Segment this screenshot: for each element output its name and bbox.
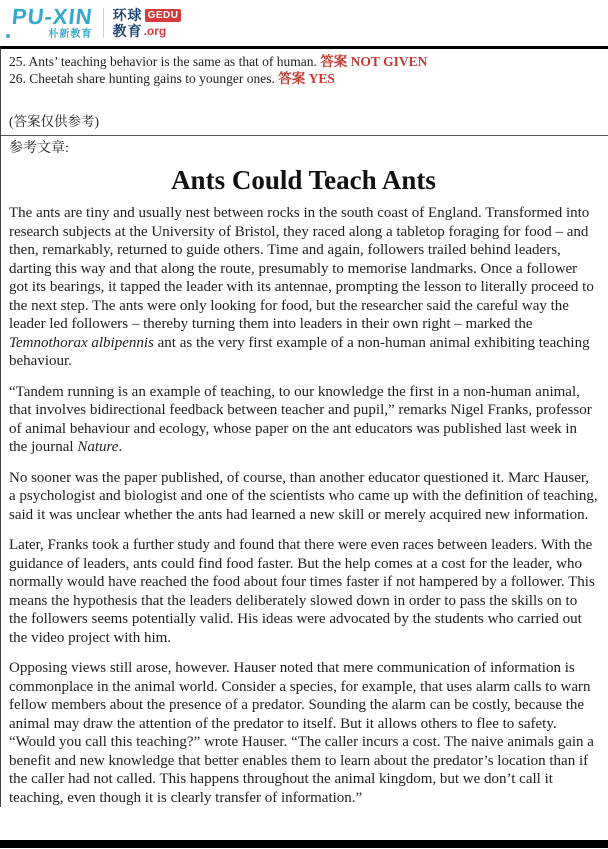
answer-25-value: 答案 NOT GIVEN [320,54,428,69]
question-26-text: 26. Cheetah share hunting gains to younger ones. [9,71,275,86]
answer-26-value: 答案 YES [278,71,335,86]
question-25-text: 25. Ants’ teaching behavior is the same as that of human. [9,54,317,69]
puxin-logo-dot-icon [6,34,10,38]
article-paragraph-5: Opposing views still arose, however. Hauser noted that mere communication of information is commonplace in the animal world. Consider a species, for example, that uses alarm calls to warn fellow members about the presence of a predator. Sounding the alarm can be costly, because the animal may draw the attention of the predator to itself. But it allows others to flee to safety. “Would you call this teaching?” wrote Hauser. “The caller incurs a cost. The naive animals gain a benefit and new knowledge that better enables them to learn about the predator’s location than if the caller had not called. This happens throughout the animal kingdom, but we don’t call it teaching, even though it is clearly transfer of information.” [9,660,594,806]
article-body [9,204,598,807]
logo-bar [0,0,608,46]
puxin-logo [12,6,93,40]
p2-text: “Tandem running is an example of teaching, to our knowledge the first in a non-human animal, that involves bidirectional feedback between teacher and pupil,” remarks Nigel Franks, professor of animal behaviour and ecology, whose paper on the ant educators was published last week in the journal [9,383,592,455]
p1-text-end: ant as the very first example of a non-human animal exhibiting teaching behaviour. [9,334,590,369]
reference-article-label: 参考文章: [9,141,69,156]
gedu-logo [113,8,182,38]
answer-row-25 [9,53,598,70]
puxin-logo-subtext: 朴新教育 [48,29,93,40]
p1-text: The ants are tiny and usually nest between rocks in the south coast of England. Transformed into research subjects at the University of Bristol, they raced along a tabletop foraging for food – and then, remarkably, returned to guide others. Time and again, followers trailed behind leaders, darting this way and that along the route, presumably to memorise landmarks. Once a follower got its bearings, it tapped the leader with its antennae, prompting the lesson to literally proceed to the next step. The ants were only looking for food, but the researcher said the careful way the leader led followers – thereby turning them into leaders in their own right – marked the [9,205,594,332]
gedu-logo-line1: 环球 [112,7,143,23]
bottom-rule [0,840,608,848]
reference-article-section [1,136,608,807]
article-paragraph-2 [9,383,598,457]
gedu-logo-line2: 教育 [112,23,143,39]
gedu-badge: GEDU [145,9,182,22]
p2-journal-name: Nature [77,439,119,455]
answers-disclaimer-note: (答案仅供参考) [9,114,99,129]
gedu-org-text: .org [143,24,167,38]
article-paragraph-4: Later, Franks took a further study and found that there were even races between leaders. With the guidance of leaders, ants could find food faster. But the help comes at a cost for the leader, who normally would have reached the food about four times faster if not hampered by a follower. This means the hypothesis that the leaders deliberately slowed down in order to pass the skills on to the followers seems potentially valid. His ideas were advocated by the students who carried out the video project with him. [9,537,595,646]
document-table [0,46,608,807]
article-title: Ants Could Teach Ants [171,165,436,195]
answer-row-26 [9,70,598,87]
p1-species-name: Temnothorax albipennis [9,334,154,351]
article-paragraph-3: No sooner was the paper published, of course, than another educator questioned it. Marc Hauser, a psychologist and biologist and one of the scientists who came up with the definition of teaching, said it was unclear whether the ants had learned a new skill or merely acquired new information. [9,469,598,523]
p2-text-end: . [118,439,123,455]
logo-divider [103,8,104,38]
answers-section [1,49,608,136]
puxin-logo-text: PU-XIN [10,4,94,29]
article-paragraph-1 [9,204,598,371]
